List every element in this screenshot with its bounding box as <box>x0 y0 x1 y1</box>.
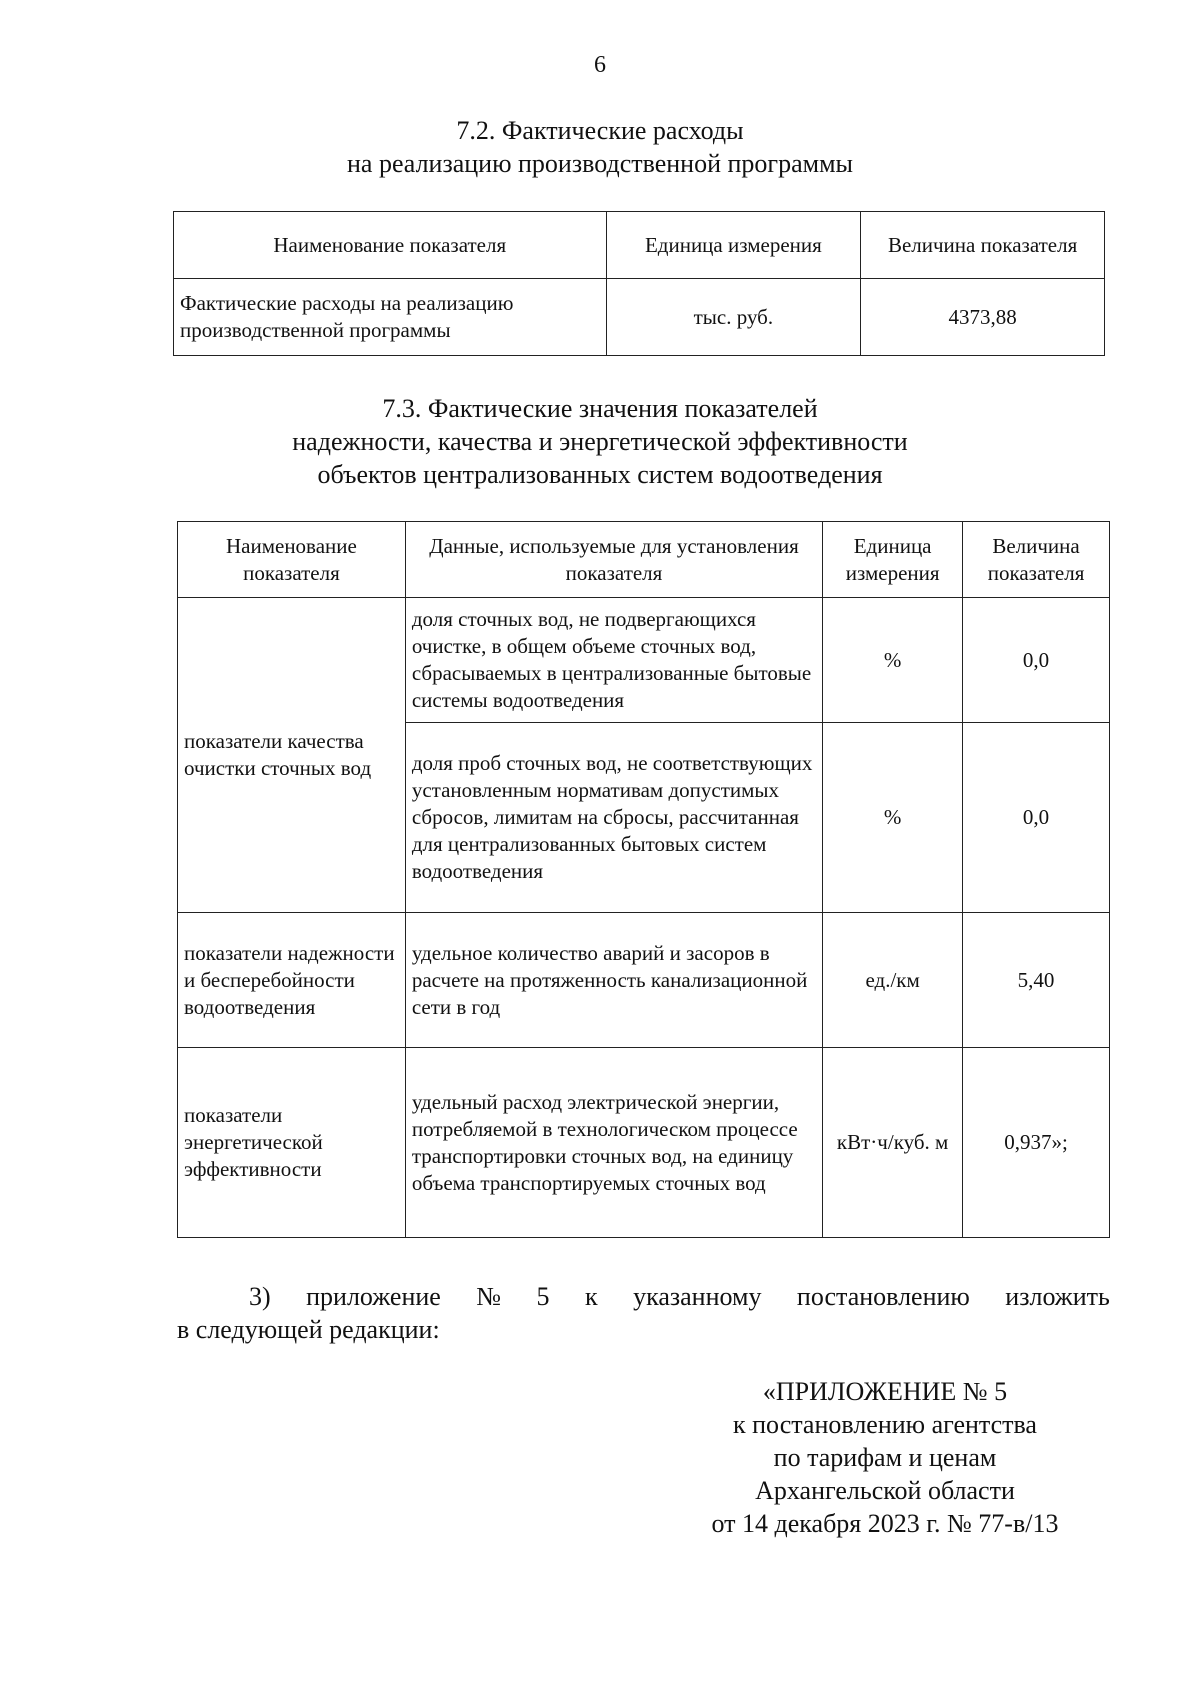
indicator-unit: % <box>823 598 963 723</box>
paragraph-word: 5 <box>536 1282 550 1311</box>
indicator-data: удельный расход электрической энергии, потребляемой в технологическом процессе транспортировки сточных вод, на единицу объема транспортируемых сточных вод <box>405 1048 822 1238</box>
column-header-name: Наименование показателя <box>174 212 607 279</box>
page-number: 6 <box>594 52 606 78</box>
indicator-data: доля сточных вод, не подвергающихся очистке, в общем объеме сточных вод, сбрасываемых в централизованные бытовые системы водоотведения <box>405 598 822 723</box>
indicator-value: 0,937»; <box>963 1048 1110 1238</box>
section-7-3-title-line2: надежности, качества и энергетической эффективности <box>292 427 908 456</box>
indicator-unit: тыс. руб. <box>606 279 861 356</box>
indicator-unit: кВт·ч/куб. м <box>823 1048 963 1238</box>
table-row <box>178 913 1110 1048</box>
indicator-value: 4373,88 <box>861 279 1105 356</box>
appendix-line1: «ПРИЛОЖЕНИЕ № 5 <box>762 1377 1008 1406</box>
expenses-table <box>173 211 1105 356</box>
indicator-value: 0,0 <box>963 598 1110 723</box>
paragraph-word: 3) <box>249 1282 271 1311</box>
column-header-name: Наименование показателя <box>178 522 406 598</box>
paragraph-word: к <box>584 1282 598 1311</box>
amendment-paragraph <box>177 1280 1110 1346</box>
table-row <box>178 1048 1110 1238</box>
column-header-value: Величина показателя <box>963 522 1110 598</box>
indicator-value: 5,40 <box>963 913 1110 1048</box>
section-7-3-title <box>0 392 1200 491</box>
indicator-group-name: показатели энергетической эффективности <box>178 1048 406 1238</box>
indicator-data: удельное количество аварий и засоров в расчете на протяженность канализационной сети в год <box>405 913 822 1048</box>
column-header-data: Данные, используемые для установления показателя <box>405 522 822 598</box>
table-header-row <box>178 522 1110 598</box>
table-row <box>174 279 1105 356</box>
indicator-data: доля проб сточных вод, не соответствующих установленным нормативам допустимых сбросов, лимитам на сбросы, рассчитанная для централизованных бытовых систем водоотведения <box>405 723 822 913</box>
column-header-unit: Единица измерения <box>606 212 861 279</box>
paragraph-word: указанному <box>633 1282 762 1311</box>
indicator-group-name: показатели надежности и бесперебойности водоотведения <box>178 913 406 1048</box>
indicator-name: Фактические расходы на реализацию производственной программы <box>174 279 607 356</box>
paragraph-line1 <box>177 1280 1110 1313</box>
indicator-unit: % <box>823 723 963 913</box>
paragraph-line2: в следующей редакции: <box>177 1315 440 1344</box>
section-7-3-title-line1: 7.3. Фактические значения показателей <box>382 394 818 423</box>
appendix-line3: по тарифам и ценам <box>773 1443 997 1472</box>
appendix-header <box>650 1375 1120 1540</box>
paragraph-word: изложить <box>1005 1282 1110 1311</box>
indicator-group-name: показатели качества очистки сточных вод <box>178 598 406 913</box>
indicator-value: 0,0 <box>963 723 1110 913</box>
section-7-2-title-line1: 7.2. Фактические расходы <box>456 116 744 145</box>
indicator-unit: ед./км <box>823 913 963 1048</box>
section-7-3-title-line3: объектов централизованных систем водоотведения <box>317 460 883 489</box>
paragraph-word: постановлению <box>796 1282 970 1311</box>
paragraph-word: приложение <box>306 1282 441 1311</box>
column-header-unit: Единица измерения <box>823 522 963 598</box>
section-7-2-title-line2: на реализацию производственной программы <box>346 149 853 178</box>
appendix-line4: Архангельской области <box>755 1476 1015 1505</box>
paragraph-word: № <box>476 1282 502 1311</box>
section-7-2-title <box>0 114 1200 180</box>
indicators-table <box>177 521 1110 1238</box>
appendix-line5: от 14 декабря 2023 г. № 77-в/13 <box>711 1509 1059 1538</box>
table-header-row <box>174 212 1105 279</box>
appendix-line2: к постановлению агентства <box>733 1410 1037 1439</box>
table-row <box>178 598 1110 723</box>
column-header-value: Величина показателя <box>861 212 1105 279</box>
